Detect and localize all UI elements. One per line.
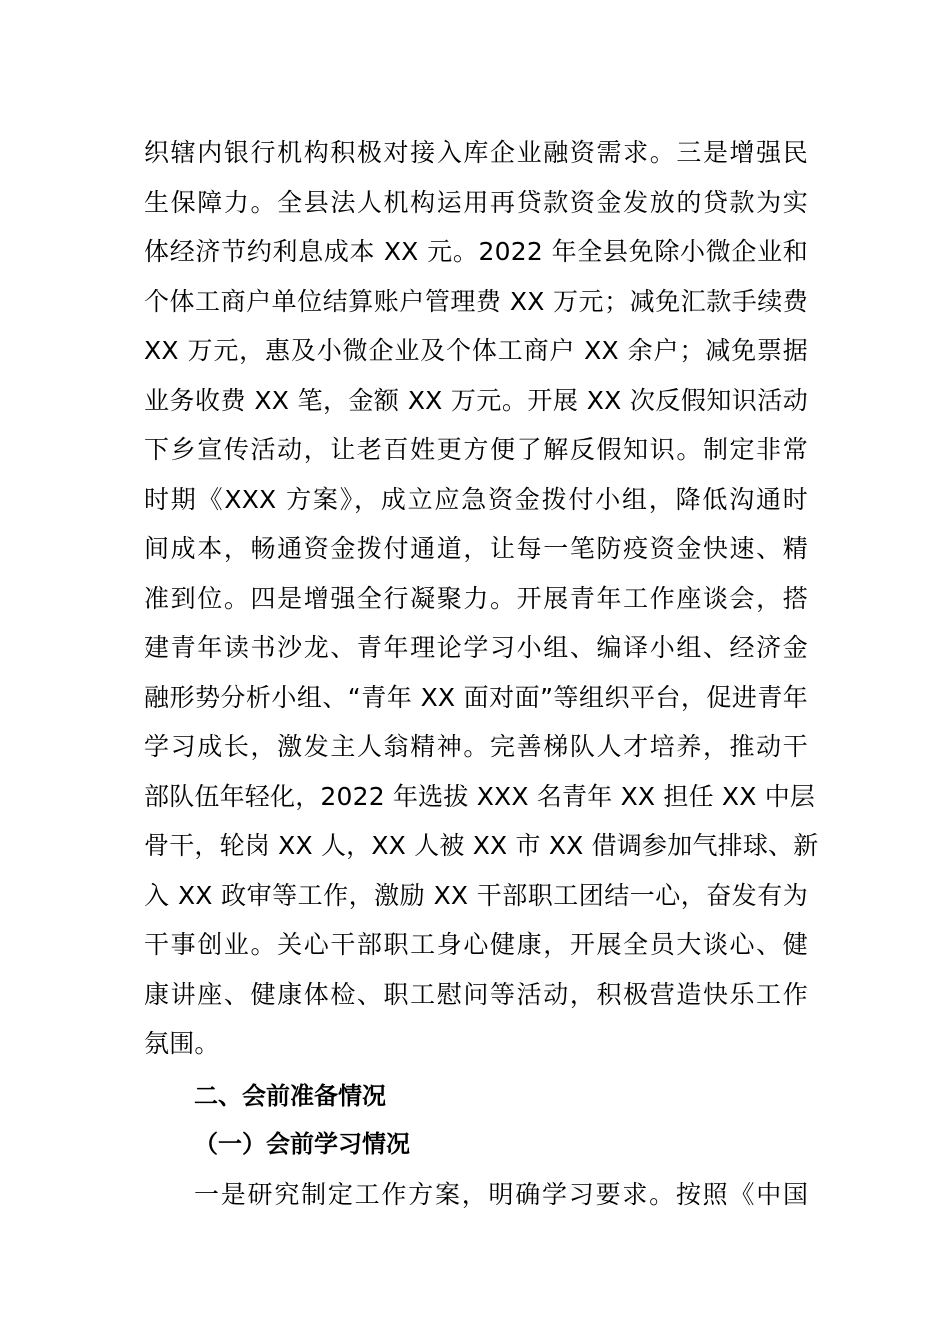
paragraph-line: 间成本，畅通资金拨付通道，让每一笔防疫资金快速、精 bbox=[144, 534, 808, 563]
section-heading: 二、会前准备情况 bbox=[194, 1082, 386, 1110]
paragraph-line: 业务收费 XX 笔，金额 XX 万元。开展 XX 次反假知识活动 bbox=[144, 386, 808, 415]
paragraph-line: 干事创业。关心干部职工身心健康，开展全员大谈心、健 bbox=[144, 930, 808, 959]
paragraph-line: 时期《XXX 方案》，成立应急资金拨付小组，降低沟通时 bbox=[144, 485, 808, 514]
paragraph-line: 下乡宣传活动，让老百姓更方便了解反假知识。制定非常 bbox=[144, 435, 808, 464]
paragraph-line: 部队伍年轻化，2022 年选拔 XXX 名青年 XX 担任 XX 中层 bbox=[144, 782, 816, 811]
paragraph-line: 骨干，轮岗 XX 人，XX 人被 XX 市 XX 借调参加气排球、新 bbox=[144, 831, 819, 860]
paragraph-line: 生保障力。全县法人机构运用再贷款资金发放的贷款为实 bbox=[144, 188, 808, 217]
paragraph-line: 入 XX 政审等工作，激励 XX 干部职工团结一心，奋发有为 bbox=[144, 881, 808, 910]
paragraph-line: 氛围。 bbox=[144, 1029, 220, 1058]
paragraph-line: 体经济节约利息成本 XX 元。2022 年全县免除小微企业和 bbox=[144, 237, 808, 266]
paragraph-line: 融形势分析小组、“青年 XX 面对面”等组织平台，促进青年 bbox=[144, 683, 808, 712]
paragraph-line: 建青年读书沙龙、青年理论学习小组、编译小组、经济金 bbox=[144, 633, 808, 662]
paragraph-line: 织辖内银行机构积极对接入库企业融资需求。三是增强民 bbox=[144, 138, 808, 167]
paragraph-line: 康讲座、健康体检、职工慰问等活动，积极营造快乐工作 bbox=[144, 980, 808, 1009]
paragraph-line: XX 万元，惠及小微企业及个体工商户 XX 余户；减免票据 bbox=[144, 336, 808, 365]
paragraph-line: 学习成长，激发主人翁精神。完善梯队人才培养，推动干 bbox=[144, 732, 808, 761]
paragraph-line: 个体工商户单位结算账户管理费 XX 万元；减免汇款手续费 bbox=[144, 287, 808, 316]
paragraph-line: 准到位。四是增强全行凝聚力。开展青年工作座谈会，搭 bbox=[144, 584, 808, 613]
paragraph-line: 一是研究制定工作方案，明确学习要求。按照《中国 bbox=[194, 1180, 808, 1209]
subsection-heading: （一）会前学习情况 bbox=[194, 1130, 410, 1158]
